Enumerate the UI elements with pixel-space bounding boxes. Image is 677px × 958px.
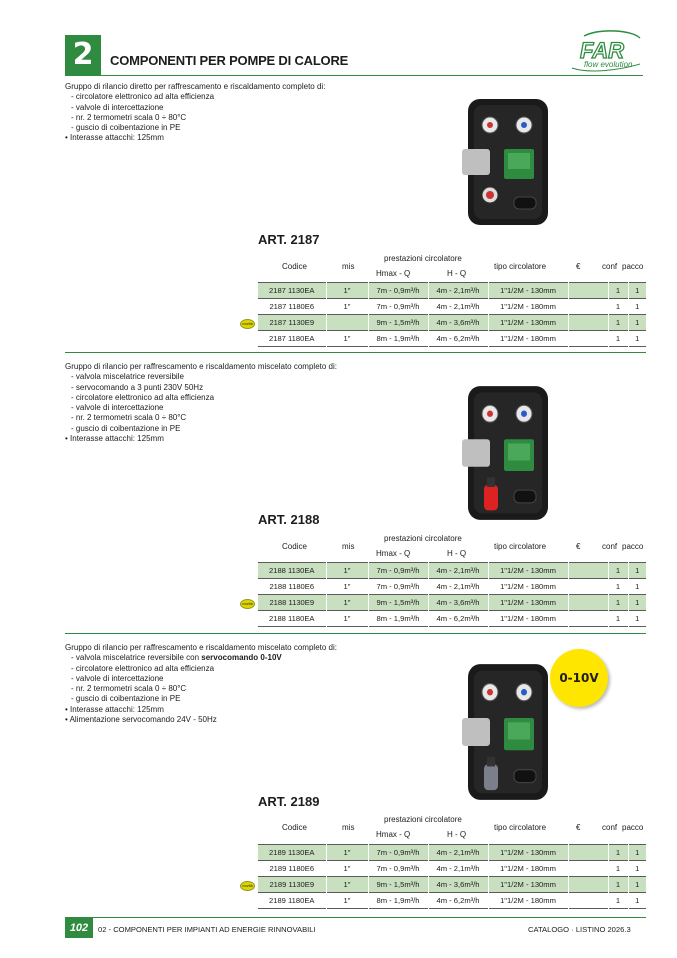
product-description: [65, 643, 337, 725]
feature-text: circolatore elettronico ad alta efficienza: [75, 663, 215, 673]
header-divider: [65, 75, 643, 76]
cell-h-q: 4m - 2,1m³/h: [428, 563, 488, 579]
cell-conf: 1: [608, 611, 628, 627]
cell-codice: 2189 1130EA: [258, 845, 326, 861]
table-row: [258, 315, 646, 331]
cell-codice: 2187 1180EA: [258, 331, 326, 347]
feature-item: [65, 123, 325, 133]
col-header-euro: €: [576, 823, 581, 832]
cell-tipo: 1"1/2M - 180mm: [488, 579, 568, 595]
table-row: [258, 299, 646, 315]
cell-hmax-q: 8m - 1,9m³/h: [368, 331, 428, 347]
col-header-h-q: H - Q: [447, 549, 467, 558]
cell-hmax-q: 7m - 0,9m³/h: [368, 845, 428, 861]
cell-conf: 1: [608, 563, 628, 579]
cell-h-q: 4m - 6,2m³/h: [428, 331, 488, 347]
spec-bullet: [65, 705, 337, 715]
feature-text: Alimentazione servocomando 24V - 50Hz: [69, 715, 217, 725]
cell-codice: 2187 1130EA: [258, 283, 326, 299]
cell-mis: [326, 315, 368, 331]
cell-price: [568, 877, 608, 893]
col-header-hmax-q: Hmax - Q: [376, 549, 411, 558]
product-description: [65, 82, 325, 144]
feature-item: [65, 92, 325, 102]
feature-text: guscio di coibentazione in PE: [75, 123, 181, 133]
cell-pacco: 1: [628, 331, 646, 347]
cell-price: [568, 315, 608, 331]
feature-item: [65, 413, 337, 423]
cell-price: [568, 579, 608, 595]
feature-item: [65, 383, 337, 393]
feature-text: circolatore elettronico ad alta efficienza: [75, 92, 215, 102]
product-image: [462, 384, 552, 522]
col-header-codice: Codice: [282, 823, 307, 832]
table-row: [258, 877, 646, 893]
feature-bold-text: servocomando 0-10V: [201, 653, 282, 663]
cell-pacco: 1: [628, 861, 646, 877]
cell-price: [568, 861, 608, 877]
cell-codice: 2189 1180E6: [258, 861, 326, 877]
article-title: ART. 2187: [258, 232, 320, 247]
cell-mis: 1": [326, 845, 368, 861]
cell-mis: 1": [326, 893, 368, 909]
cell-conf: 1: [608, 283, 628, 299]
cell-h-q: 4m - 2,1m³/h: [428, 861, 488, 877]
cell-hmax-q: 7m - 0,9m³/h: [368, 299, 428, 315]
col-header-mis: mis: [342, 262, 355, 271]
cell-codice: 2188 1130EA: [258, 563, 326, 579]
table-row: [258, 611, 646, 627]
section-number-badge: 2: [65, 35, 101, 75]
description-intro: Gruppo di rilancio per raffrescamento e riscaldamento miscelato completo di:: [65, 643, 337, 652]
cell-pacco: 1: [628, 893, 646, 909]
cell-mis: 1": [326, 331, 368, 347]
cell-conf: 1: [608, 877, 628, 893]
table-row: [258, 331, 646, 347]
table-row: [258, 283, 646, 299]
cell-tipo: 1"1/2M - 130mm: [488, 563, 568, 579]
table-row: [258, 861, 646, 877]
cell-conf: 1: [608, 315, 628, 331]
cell-conf: 1: [608, 893, 628, 909]
feature-text: servocomando a 3 punti 230V 50Hz: [75, 382, 204, 392]
cell-mis: 1": [326, 299, 368, 315]
cell-conf: 1: [608, 861, 628, 877]
cell-tipo: 1"1/2M - 180mm: [488, 611, 568, 627]
col-header-tipo: tipo circolatore: [494, 542, 547, 551]
feature-item: [65, 372, 337, 382]
cell-hmax-q: 7m - 0,9m³/h: [368, 283, 428, 299]
cell-mis: 1": [326, 579, 368, 595]
section-divider: [65, 633, 646, 634]
cell-h-q: 4m - 6,2m³/h: [428, 611, 488, 627]
feature-text: nr. 2 termometri scala 0 ÷ 80°C: [75, 413, 187, 423]
col-header-mis: mis: [342, 542, 355, 551]
feature-text: nr. 2 termometri scala 0 ÷ 80°C: [75, 684, 187, 694]
cell-codice: 2188 1180E6: [258, 579, 326, 595]
table-row: [258, 563, 646, 579]
cell-pacco: 1: [628, 877, 646, 893]
cell-h-q: 4m - 3,6m³/h: [428, 595, 488, 611]
cell-h-q: 4m - 2,1m³/h: [428, 579, 488, 595]
cell-tipo: 1"1/2M - 130mm: [488, 877, 568, 893]
cell-tipo: 1"1/2M - 180mm: [488, 893, 568, 909]
cell-pacco: 1: [628, 299, 646, 315]
cell-h-q: 4m - 3,6m³/h: [428, 315, 488, 331]
col-header-conf: conf: [602, 823, 618, 832]
table-header: [258, 534, 646, 562]
cell-price: [568, 845, 608, 861]
cell-pacco: 1: [628, 283, 646, 299]
cell-codice: 2187 1180E6: [258, 299, 326, 315]
col-header-h-q: H - Q: [447, 269, 467, 278]
cell-hmax-q: 8m - 1,9m³/h: [368, 893, 428, 909]
col-header-mis: mis: [342, 823, 355, 832]
cell-pacco: 1: [628, 845, 646, 861]
col-header-codice: Codice: [282, 542, 307, 551]
description-intro: Gruppo di rilancio per raffrescamento e riscaldamento miscelato completo di:: [65, 362, 337, 371]
cell-conf: 1: [608, 845, 628, 861]
cell-price: [568, 611, 608, 627]
feature-text: valvole di intercettazione: [75, 403, 164, 413]
cell-conf: 1: [608, 299, 628, 315]
col-header-tipo: tipo circolatore: [494, 823, 547, 832]
col-header-tipo: tipo circolatore: [494, 262, 547, 271]
cell-tipo: 1"1/2M - 180mm: [488, 331, 568, 347]
col-header-prestazioni: prestazioni circolatore: [384, 534, 462, 543]
spec-bullet: [65, 434, 337, 444]
logo-text: FAR: [580, 38, 624, 63]
cell-pacco: 1: [628, 595, 646, 611]
feature-item: [65, 684, 337, 694]
feature-item: [65, 103, 325, 113]
new-product-badge: novità: [240, 319, 255, 329]
cell-hmax-q: 7m - 0,9m³/h: [368, 563, 428, 579]
cell-tipo: 1"1/2M - 130mm: [488, 845, 568, 861]
article-title: ART. 2189: [258, 794, 320, 809]
col-header-pacco: pacco: [622, 262, 644, 271]
cell-price: [568, 595, 608, 611]
feature-text: valvole di intercettazione: [75, 102, 164, 112]
cell-h-q: 4m - 2,1m³/h: [428, 299, 488, 315]
spec-bullet: [65, 715, 337, 725]
feature-text: valvola miscelatrice reversibile: [75, 372, 184, 382]
cell-mis: 1": [326, 595, 368, 611]
table-row: [258, 595, 646, 611]
page-number: 102: [65, 918, 93, 938]
feature-text: Interasse attacchi: 125mm: [70, 704, 164, 714]
cell-price: [568, 283, 608, 299]
footer-divider: [65, 917, 646, 918]
section-title: COMPONENTI PER POMPE DI CALORE: [110, 53, 349, 68]
col-header-euro: €: [576, 262, 581, 271]
cell-hmax-q: 7m - 0,9m³/h: [368, 861, 428, 877]
cell-tipo: 1"1/2M - 180mm: [488, 861, 568, 877]
cell-tipo: 1"1/2M - 130mm: [488, 315, 568, 331]
product-image: [462, 662, 552, 802]
cell-h-q: 4m - 2,1m³/h: [428, 283, 488, 299]
cell-tipo: 1"1/2M - 130mm: [488, 283, 568, 299]
logo-tagline: flow evolution: [584, 60, 633, 69]
cell-mis: 1": [326, 611, 368, 627]
description-intro: Gruppo di rilancio diretto per raffrescamento e riscaldamento completo di:: [65, 82, 326, 91]
new-product-badge: novità: [240, 599, 255, 609]
article-title: ART. 2188: [258, 512, 320, 527]
col-header-euro: €: [576, 542, 581, 551]
cell-mis: 1": [326, 563, 368, 579]
cell-price: [568, 893, 608, 909]
0-10v-badge: 0-10V: [550, 649, 608, 707]
cell-conf: 1: [608, 579, 628, 595]
cell-hmax-q: 8m - 1,9m³/h: [368, 611, 428, 627]
table-row: [258, 579, 646, 595]
col-header-prestazioni: prestazioni circolatore: [384, 815, 462, 824]
feature-item: [65, 403, 337, 413]
cell-mis: 1": [326, 283, 368, 299]
cell-codice: 2188 1130E9: [258, 595, 326, 611]
cell-pacco: 1: [628, 611, 646, 627]
cell-hmax-q: 9m - 1,5m³/h: [368, 595, 428, 611]
col-header-pacco: pacco: [622, 823, 644, 832]
cell-h-q: 4m - 3,6m³/h: [428, 877, 488, 893]
feature-item: [65, 424, 337, 434]
col-header-hmax-q: Hmax - Q: [376, 830, 411, 839]
feature-text: Interasse attacchi: 125mm: [70, 133, 164, 143]
cell-price: [568, 331, 608, 347]
product-image: [462, 97, 552, 227]
cell-tipo: 1"1/2M - 130mm: [488, 595, 568, 611]
cell-codice: 2189 1180EA: [258, 893, 326, 909]
cell-codice: 2187 1130E9: [258, 315, 326, 331]
section-divider: [65, 352, 646, 353]
feature-item: [65, 113, 325, 123]
cell-conf: 1: [608, 331, 628, 347]
feature-text: guscio di coibentazione in PE: [75, 694, 181, 704]
feature-item: [65, 664, 337, 674]
cell-hmax-q: 9m - 1,5m³/h: [368, 315, 428, 331]
feature-text: valvole di intercettazione: [75, 673, 164, 683]
feature-item: [65, 674, 337, 684]
col-header-pacco: pacco: [622, 542, 644, 551]
feature-text: circolatore elettronico ad alta efficienza: [75, 392, 215, 402]
new-product-badge: novità: [240, 881, 255, 891]
col-header-conf: conf: [602, 542, 618, 551]
col-header-prestazioni: prestazioni circolatore: [384, 254, 462, 263]
feature-text: Interasse attacchi: 125mm: [70, 434, 164, 444]
table-row: [258, 893, 646, 909]
cell-conf: 1: [608, 595, 628, 611]
col-header-h-q: H - Q: [447, 830, 467, 839]
cell-h-q: 4m - 6,2m³/h: [428, 893, 488, 909]
col-header-hmax-q: Hmax - Q: [376, 269, 411, 278]
feature-text: nr. 2 termometri scala 0 ÷ 80°C: [75, 112, 187, 122]
cell-price: [568, 563, 608, 579]
product-table: [258, 844, 646, 909]
footer-chapter-title: 02 - COMPONENTI PER IMPIANTI AD ENERGIE RINNOVABILI: [98, 925, 316, 934]
footer-catalog-label: CATALOGO · LISTINO 2026.3: [528, 925, 631, 934]
cell-hmax-q: 7m - 0,9m³/h: [368, 579, 428, 595]
cell-hmax-q: 9m - 1,5m³/h: [368, 877, 428, 893]
cell-codice: 2189 1130E9: [258, 877, 326, 893]
cell-pacco: 1: [628, 563, 646, 579]
table-header: [258, 815, 646, 843]
product-description: [65, 362, 337, 444]
cell-pacco: 1: [628, 579, 646, 595]
feature-text: guscio di coibentazione in PE: [75, 423, 181, 433]
table-row: [258, 845, 646, 861]
cell-h-q: 4m - 2,1m³/h: [428, 845, 488, 861]
cell-tipo: 1"1/2M - 180mm: [488, 299, 568, 315]
product-table: [258, 562, 646, 627]
feature-item: [65, 653, 337, 663]
cell-pacco: 1: [628, 315, 646, 331]
cell-price: [568, 299, 608, 315]
table-header: [258, 254, 646, 282]
col-header-conf: conf: [602, 262, 618, 271]
product-table: [258, 282, 646, 347]
cell-mis: 1": [326, 861, 368, 877]
feature-item: [65, 694, 337, 704]
feature-text: valvola miscelatrice reversibile con: [75, 653, 202, 663]
cell-mis: 1": [326, 877, 368, 893]
feature-item: [65, 393, 337, 403]
col-header-codice: Codice: [282, 262, 307, 271]
cell-codice: 2188 1180EA: [258, 611, 326, 627]
spec-bullet: [65, 133, 325, 143]
